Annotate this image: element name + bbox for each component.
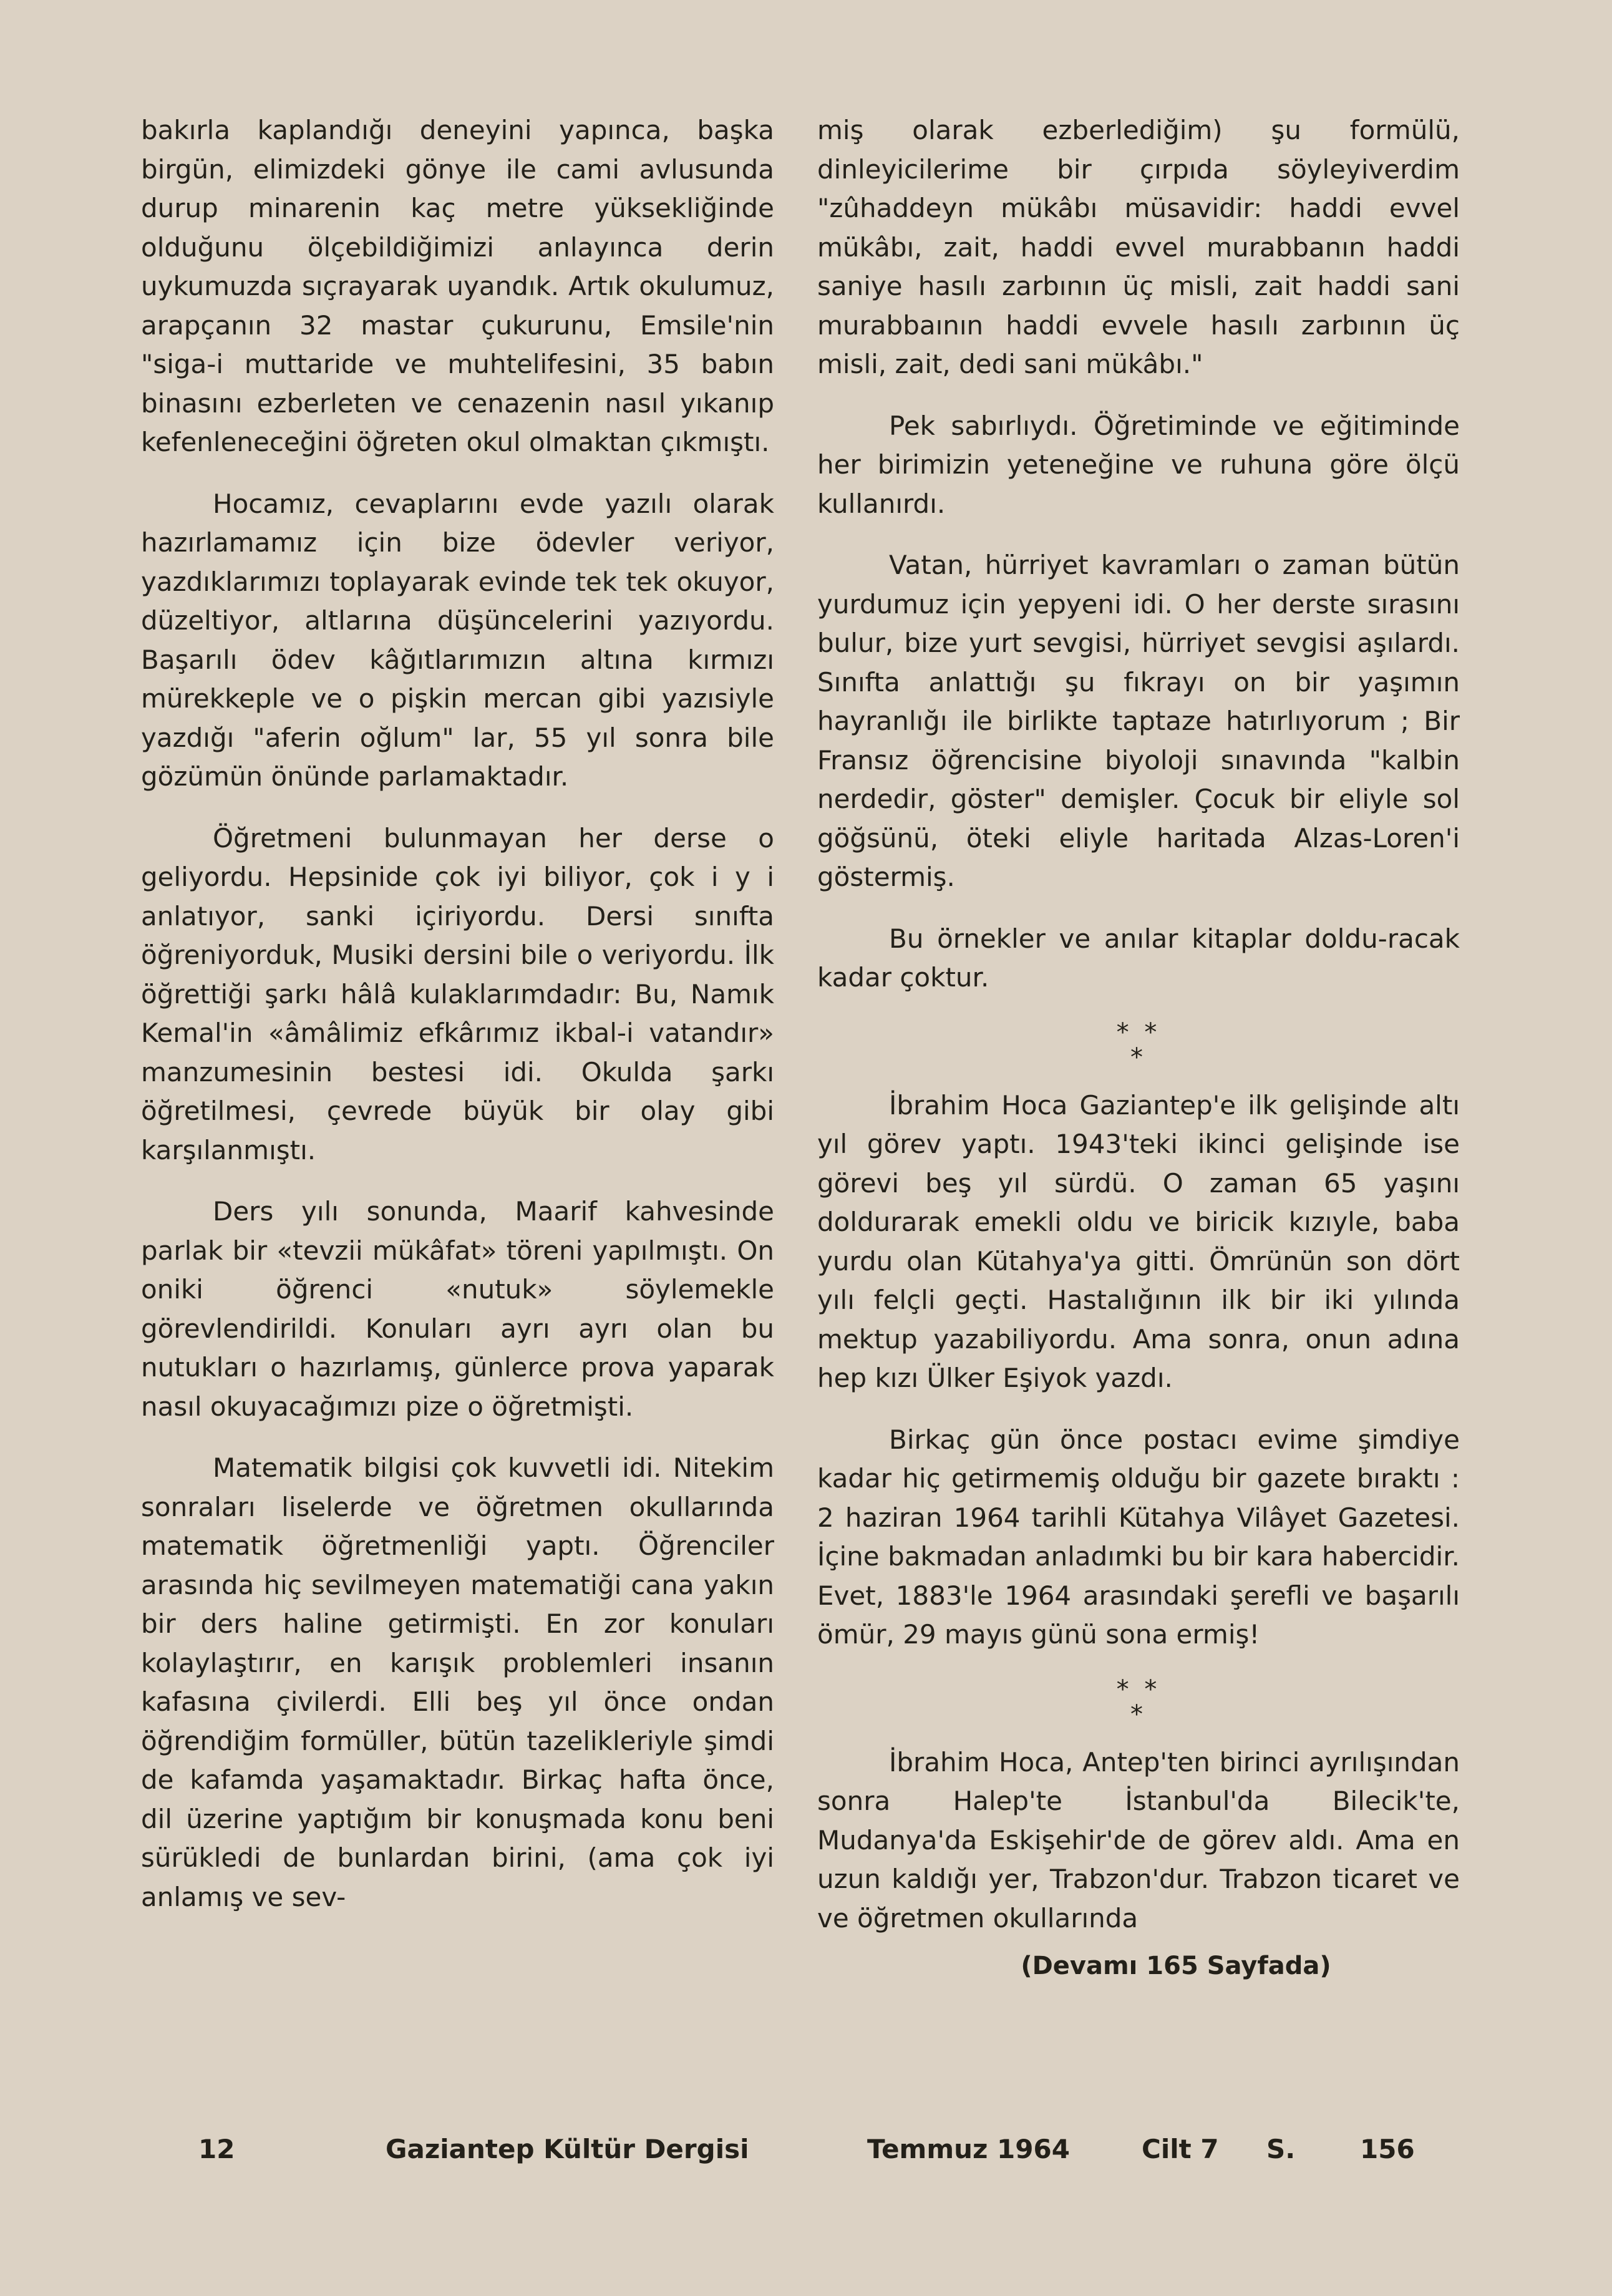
paragraph: Birkaç gün önce postacı evime şimdiye kadar hiç getirmemiş olduğu bir gazete bıraktı : 2 haziran 1964 tarihli Kütahya Vilâyet Gazetesi. İçine bakmadan anladımki bu bir kara habercidir. Evet, 1883'le 1964 arasındaki şerefli ve başarılı ömür, 29 mayıs günü sona ermiş! [817,1424,1460,1650]
continued-note: (Devamı 165 Sayfada) [1021,1952,1331,1980]
paragraph: Hocamız, cevaplarını evde yazılı olarak hazırlamamız için bize ödevler veriyor, yazdıklarımızı toplayarak evinde tek tek okuyor, düzeltiyor, altlarına düşüncelerini yazıyordu. Başarılı ödev kâğıtlarımızın altına kırmızı mürekkeple ve o pişkin mercan gibi yazısiyle yazdığı "aferin oğlum" lar, 55 yıl sonra bile gözümün önünde parlamaktadır. [141,488,774,792]
volume-label: Cilt 7 [1142,2134,1219,2164]
issue-label: S. [1266,2134,1296,2164]
paragraph: miş olarak ezberlediğim) şu formülü, dinleyicilerime bir çırpıda söyleyiverdim "zûhaddeyn mükâbı müsavidir: haddi evvel mükâbı, zait, haddi evvel murabbanın haddi saniye hasılı zarbının üç misli, zait haddi sani murabbaının haddi evvele hasılı zarbının üç misli, zait, dedi sani mükâbı." [817,115,1460,379]
section-separator [817,1020,1460,1070]
page-footer [0,2134,1612,2171]
paragraph: İbrahim Hoca Gaziantep'e ilk gelişinde altı yıl görev yaptı. 1943'teki ikinci gelişinde ise görevi beş yıl sürdü. O zaman 65 yaşını doldurarak emekli oldu ve biricik kızıyle, baba yurdu olan Kütahya'ya gitti. Ömrünün son dört yılı felçli geçti. Hastalığının ilk bir iki yılında mektup yazabiliyordu. Ama sonra, onun adına hep kızı Ülker Eşiyok yazdı. [817,1089,1460,1393]
paragraph: Ders yılı sonunda, Maarif kahvesinde parlak bir «tevzii mükâfat» töreni yapılmıştı. On oniki öğrenci «nutuk» söylemekle görevlendirildi. Konuları ayrı ayrı olan bu nutukları o hazırlamış, günlerce prova yaparak nasıl okuyacağımızı pize o öğretmişti. [141,1196,774,1422]
left-column [141,111,774,1939]
paragraph: Vatan, hürriyet kavramları o zaman bütün yurdumuz için yepyeni idi. O her derste sırasını bulur, bize yurt sevgisi, hürriyet sevgisi aşılardı. Sınıfta anlattığı şu fıkrayı on bir yaşımın hayranlığı ile birlikte taptaze hatırlıyorum ; Bir Fransız öğrencisine biyoloji sınavında "kalbin nerdedir, göster" demişler. Çocuk bir eliyle sol göğsünü, öteki eliyle haritada Alzas-Loren'i göstermiş. [817,550,1460,892]
paragraph: İbrahim Hoca, Antep'ten birinci ayrılışından sonra Halep'te İstanbul'da Bilecik'te, Mudanya'da Eskişehir'de de görev aldı. Ama en uzun kaldığı yer, Trabzon'dur. Trabzon ticaret ve ve öğretmen okullarında [817,1746,1460,1934]
paragraph: Bu örnekler ve anılar kitaplar doldu-racak kadar çoktur. [817,923,1460,993]
separator-text: * * * [1116,1675,1161,1729]
separator-text: * * * [1116,1018,1161,1072]
section-separator [817,1677,1460,1727]
right-column [817,111,1460,1985]
issue-date: Temmuz 1964 [867,2134,1070,2164]
magazine-title: Gaziantep Kültür Dergisi [386,2134,749,2164]
issue-number: 156 [1360,2134,1415,2164]
paragraph: Pek sabırlıydı. Öğretiminde ve eğitiminde her birimizin yeteneğine ve ruhuna göre ölçü kullanırdı. [817,410,1460,519]
paragraph: Matematik bilgisi çok kuvvetli idi. Nitekim sonraları liselerde ve öğretmen okullarında matematik öğretmenliği yaptı. Öğrenciler arasında hiç sevilmeyen matematiği cana yakın bir ders haline getirmişti. En zor konuları kolaylaştırır, en karışık problemleri insanın kafasına çivilerdi. Elli beş yıl önce ondan öğrendiğim formüller, bütün tazelikleriyle şimdi de kafamda yaşamaktadır. Birkaç hafta önce, dil üzerine yaptığım bir konuşmada konu beni sürükledi de bunlardan birini, (ama çok iyi anlamış ve sev- [141,1452,774,1912]
page-number: 12 [198,2134,235,2164]
paragraph: bakırla kaplandığı deneyini yapınca, başka birgün, elimizdeki gönye ile cami avlusunda durup minarenin kaç metre yüksekliğinde olduğunu ölçebildiğimizi anlayınca derin uykumuzda sıçrayarak uyandık. Artık okulumuz, arapçanın 32 mastar çukurunu, Emsile'nin "siga-i muttaride ve muhtelifesini, 35 babın binasını ezberleten ve cenazenin nasıl yıkanıp kefenleneceğini öğreten okul olmaktan çıkmıştı. [141,115,774,457]
paragraph: Öğretmeni bulunmayan her derse o geliyordu. Hepsinide çok iyi biliyor, çok i y i anlatıyor, sanki içiriyordu. Dersi sınıfta öğreniyorduk, Musiki dersini bile o veriyordu. İlk öğrettiği şarkı hâlâ kulaklarımdadır: Bu, Namık Kemal'in «âmâlimiz efkârımız ikbal-i vatandır» manzumesinin bestesi idi. Okulda şarkı öğretilmesi, çevrede büyük bir olay gibi karşılanmıştı. [141,822,774,1165]
